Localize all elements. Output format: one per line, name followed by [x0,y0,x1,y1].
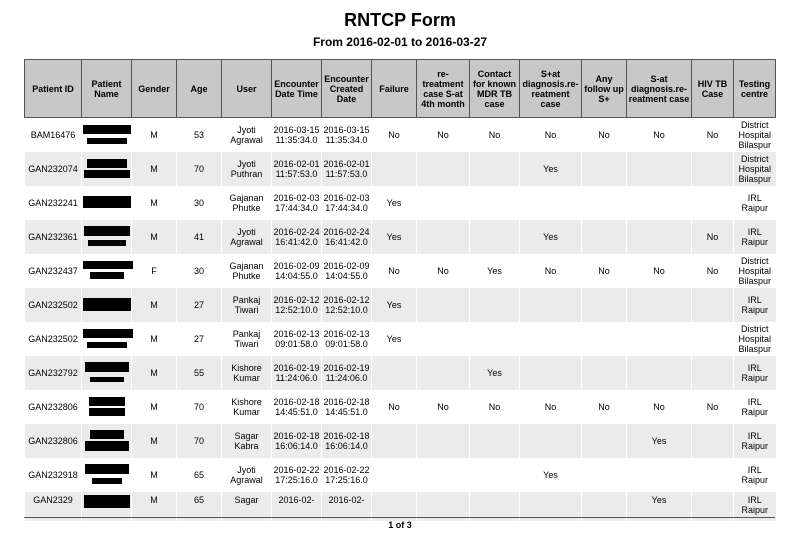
cell-gender: M [132,288,177,322]
cell-contact-mdr-tb [470,322,520,356]
cell-encounter-date-time: 2016-02- [272,492,322,521]
cell-encounter-date-time: 2016-02-18 14:45:51.0 [272,390,322,424]
cell-gender: M [132,390,177,424]
redaction-block [90,430,124,439]
redaction-block [90,377,124,382]
cell-failure [372,458,417,492]
column-header-encounter-date-time: Encounter Date Time [272,60,322,118]
cell-gender: M [132,492,177,521]
table-row [25,186,776,220]
cell-hiv-tb-case: No [692,390,734,424]
cell-retreatment-4th-month [417,356,470,390]
column-header-contact-mdr-tb: Contact for known MDR TB case [470,60,520,118]
column-header-age: Age [177,60,222,118]
cell-contact-mdr-tb: Yes [470,356,520,390]
cell-patient-name-redacted [82,152,132,186]
column-header-gender: Gender [132,60,177,118]
cell-patient-id: GAN232918 [25,458,82,492]
cell-encounter-created-date: 2016-02-19 11:24:06.0 [322,356,372,390]
cell-failure: Yes [372,288,417,322]
cell-encounter-created-date: 2016-02-24 16:41:42.0 [322,220,372,254]
cell-contact-mdr-tb [470,220,520,254]
cell-encounter-date-time: 2016-02-03 17:44:34.0 [272,186,322,220]
cell-s-minus-at-diagnosis: No [627,390,692,424]
table-row [25,118,776,153]
cell-patient-name-redacted [82,424,132,458]
cell-any-follow-up [582,424,627,458]
cell-user: Pankaj Tiwari [222,288,272,322]
cell-s-minus-at-diagnosis [627,322,692,356]
cell-s-plus-at-diagnosis: Yes [520,220,582,254]
cell-any-follow-up [582,322,627,356]
cell-retreatment-4th-month [417,186,470,220]
cell-s-minus-at-diagnosis [627,288,692,322]
cell-hiv-tb-case [692,322,734,356]
cell-encounter-created-date: 2016-02-01 11:57:53.0 [322,152,372,186]
column-header-testing-centre: Testing centre [734,60,776,118]
cell-age: 70 [177,152,222,186]
cell-user: Jyoti Agrawal [222,458,272,492]
cell-any-follow-up [582,152,627,186]
cell-failure: No [372,254,417,288]
cell-s-minus-at-diagnosis: Yes [627,424,692,458]
cell-encounter-created-date: 2016-02-18 14:45:51.0 [322,390,372,424]
redaction-block [90,272,124,279]
redaction-block [89,408,125,416]
rntcp-table [24,59,776,521]
cell-patient-id: BAM16476 [25,118,82,153]
cell-encounter-created-date: 2016-02-09 14:04:55.0 [322,254,372,288]
cell-s-plus-at-diagnosis [520,288,582,322]
cell-retreatment-4th-month [417,424,470,458]
cell-patient-name-redacted [82,220,132,254]
cell-age: 70 [177,390,222,424]
cell-hiv-tb-case [692,186,734,220]
cell-testing-centre: District Hospital Bilaspur [734,322,776,356]
cell-age: 53 [177,118,222,153]
cell-gender: F [132,254,177,288]
column-header-retreatment-4th-month: re-treatment case S-at 4th month [417,60,470,118]
cell-any-follow-up [582,220,627,254]
cell-age: 30 [177,254,222,288]
cell-retreatment-4th-month: No [417,390,470,424]
cell-testing-centre: IRL Raipur [734,356,776,390]
table-row [25,322,776,356]
table-row [25,356,776,390]
cell-age: 70 [177,424,222,458]
cell-contact-mdr-tb: No [470,390,520,424]
cell-retreatment-4th-month [417,152,470,186]
cell-failure [372,356,417,390]
cell-retreatment-4th-month [417,322,470,356]
cell-patient-id: GAN232074 [25,152,82,186]
cell-patient-id: GAN232806 [25,424,82,458]
cell-retreatment-4th-month: No [417,118,470,153]
cell-age: 65 [177,458,222,492]
cell-contact-mdr-tb: Yes [470,254,520,288]
cell-s-plus-at-diagnosis: No [520,118,582,153]
cell-encounter-date-time: 2016-02-22 17:25:16.0 [272,458,322,492]
cell-encounter-date-time: 2016-02-01 11:57:53.0 [272,152,322,186]
table-row [25,424,776,458]
cell-failure: No [372,118,417,153]
cell-patient-id: GAN232241 [25,186,82,220]
cell-testing-centre: IRL Raipur [734,390,776,424]
cell-user: Jyoti Agrawal [222,220,272,254]
cell-patient-id: GAN232792 [25,356,82,390]
cell-patient-id: GAN232502 [25,322,82,356]
cell-retreatment-4th-month [417,458,470,492]
cell-contact-mdr-tb: No [470,118,520,153]
cell-user: Gajanan Phutke [222,254,272,288]
cell-hiv-tb-case: No [692,220,734,254]
column-header-any-follow-up: Any follow up S+ [582,60,627,118]
cell-gender: M [132,356,177,390]
cell-failure: No [372,390,417,424]
cell-s-plus-at-diagnosis [520,322,582,356]
cell-hiv-tb-case [692,288,734,322]
cell-s-minus-at-diagnosis: Yes [627,492,692,521]
cell-encounter-created-date: 2016-02-22 17:25:16.0 [322,458,372,492]
table-row [25,220,776,254]
cell-contact-mdr-tb [470,152,520,186]
cell-failure: Yes [372,322,417,356]
redaction-block [84,226,130,236]
cell-contact-mdr-tb [470,458,520,492]
cell-encounter-date-time: 2016-02-24 16:41:42.0 [272,220,322,254]
page-indicator: 1 of 3 [388,520,412,530]
column-header-encounter-created-date: Encounter Created Date [322,60,372,118]
cell-hiv-tb-case [692,424,734,458]
redaction-block [84,495,130,508]
table-bottom-rule [24,517,775,518]
cell-gender: M [132,220,177,254]
cell-patient-id: GAN232806 [25,390,82,424]
cell-testing-centre: IRL Raipur [734,186,776,220]
cell-hiv-tb-case [692,458,734,492]
cell-encounter-created-date: 2016-02- [322,492,372,521]
cell-failure [372,424,417,458]
redaction-block [84,170,130,178]
table-body [25,118,776,522]
redaction-block [88,240,126,246]
cell-s-plus-at-diagnosis: No [520,390,582,424]
table-row [25,458,776,492]
cell-gender: M [132,152,177,186]
cell-patient-id: GAN232502 [25,288,82,322]
cell-age: 55 [177,356,222,390]
cell-s-minus-at-diagnosis [627,458,692,492]
cell-patient-id: GAN2329 [25,492,82,521]
column-header-patient-id: Patient ID [25,60,82,118]
cell-retreatment-4th-month [417,220,470,254]
cell-encounter-created-date: 2016-02-03 17:44:34.0 [322,186,372,220]
redaction-block [87,342,127,348]
cell-contact-mdr-tb [470,186,520,220]
cell-s-plus-at-diagnosis: No [520,254,582,288]
cell-any-follow-up: No [582,390,627,424]
cell-patient-id: GAN232437 [25,254,82,288]
cell-user: Gajanan Phutke [222,186,272,220]
cell-user: Kishore Kumar [222,356,272,390]
cell-testing-centre: District Hospital Bilaspur [734,118,776,153]
cell-retreatment-4th-month: No [417,254,470,288]
redaction-block [92,478,122,484]
cell-patient-name-redacted [82,322,132,356]
cell-hiv-tb-case [692,152,734,186]
cell-testing-centre: IRL Raipur [734,220,776,254]
cell-patient-name-redacted [82,390,132,424]
cell-patient-name-redacted [82,458,132,492]
column-header-failure: Failure [372,60,417,118]
cell-encounter-created-date: 2016-02-12 12:52:10.0 [322,288,372,322]
redaction-block [87,159,127,168]
cell-age: 41 [177,220,222,254]
column-header-s-plus-at-diagnosis: S+at diagnosis.re-reatment case [520,60,582,118]
cell-hiv-tb-case: No [692,254,734,288]
redaction-block [85,362,129,372]
cell-hiv-tb-case [692,356,734,390]
column-header-s-minus-at-diagnosis: S-at diagnosis.re-reatment case [627,60,692,118]
table-header-row [25,60,776,118]
cell-contact-mdr-tb [470,424,520,458]
cell-contact-mdr-tb [470,288,520,322]
cell-any-follow-up: No [582,118,627,153]
cell-user: Pankaj Tiwari [222,322,272,356]
cell-encounter-date-time: 2016-02-13 09:01:58.0 [272,322,322,356]
cell-encounter-date-time: 2016-02-09 14:04:55.0 [272,254,322,288]
cell-hiv-tb-case: No [692,118,734,153]
report-title: RNTCP Form [344,10,456,30]
cell-testing-centre: IRL Raipur [734,424,776,458]
cell-s-minus-at-diagnosis [627,186,692,220]
cell-user: Kishore Kumar [222,390,272,424]
cell-s-plus-at-diagnosis [520,356,582,390]
table-row [25,254,776,288]
cell-age: 27 [177,322,222,356]
cell-any-follow-up [582,186,627,220]
redaction-block [85,464,129,474]
table-row [25,390,776,424]
redaction-block [83,196,131,208]
redaction-block [87,138,127,144]
cell-patient-id: GAN232361 [25,220,82,254]
cell-s-minus-at-diagnosis: No [627,118,692,153]
redaction-block [83,298,131,311]
cell-s-minus-at-diagnosis [627,356,692,390]
redaction-block [85,441,129,451]
redaction-block [89,397,125,406]
cell-s-minus-at-diagnosis [627,152,692,186]
cell-failure: Yes [372,186,417,220]
cell-encounter-date-time: 2016-03-15 11:35:34.0 [272,118,322,153]
cell-retreatment-4th-month [417,288,470,322]
cell-s-plus-at-diagnosis [520,424,582,458]
cell-patient-name-redacted [82,186,132,220]
cell-patient-name-redacted [82,288,132,322]
cell-gender: M [132,424,177,458]
cell-s-minus-at-diagnosis [627,220,692,254]
cell-testing-centre: IRL Raipur [734,492,776,521]
cell-testing-centre: IRL Raipur [734,458,776,492]
cell-s-plus-at-diagnosis [520,186,582,220]
cell-testing-centre: District Hospital Bilaspur [734,254,776,288]
cell-user: Jyoti Puthran [222,152,272,186]
column-header-hiv-tb-case: HIV TB Case [692,60,734,118]
cell-encounter-date-time: 2016-02-18 16:06:14.0 [272,424,322,458]
redaction-block [83,125,131,134]
cell-testing-centre: District Hospital Bilaspur [734,152,776,186]
cell-encounter-created-date: 2016-03-15 11:35:34.0 [322,118,372,153]
cell-testing-centre: IRL Raipur [734,288,776,322]
report-date-range: From 2016-02-01 to 2016-03-27 [312,35,488,49]
cell-patient-name-redacted [82,254,132,288]
table-row [25,152,776,186]
cell-encounter-date-time: 2016-02-19 11:24:06.0 [272,356,322,390]
cell-s-plus-at-diagnosis: Yes [520,152,582,186]
cell-any-follow-up [582,458,627,492]
table-row [25,288,776,322]
cell-failure [372,152,417,186]
cell-user: Sagar [222,492,272,521]
cell-encounter-date-time: 2016-02-12 12:52:10.0 [272,288,322,322]
cell-patient-name-redacted [82,118,132,153]
column-header-patient-name: Patient Name [82,60,132,118]
cell-patient-name-redacted [82,356,132,390]
cell-failure: Yes [372,220,417,254]
cell-user: Jyoti Agrawal [222,118,272,153]
cell-age: 65 [177,492,222,521]
cell-gender: M [132,118,177,153]
cell-any-follow-up: No [582,254,627,288]
cell-encounter-created-date: 2016-02-18 16:06:14.0 [322,424,372,458]
cell-s-plus-at-diagnosis: Yes [520,458,582,492]
cell-age: 27 [177,288,222,322]
redaction-block [83,329,133,338]
column-header-user: User [222,60,272,118]
cell-user: Sagar Kabra [222,424,272,458]
cell-s-minus-at-diagnosis: No [627,254,692,288]
redaction-block [83,261,133,269]
cell-gender: M [132,322,177,356]
cell-any-follow-up [582,288,627,322]
cell-encounter-created-date: 2016-02-13 09:01:58.0 [322,322,372,356]
cell-gender: M [132,186,177,220]
cell-age: 30 [177,186,222,220]
cell-gender: M [132,458,177,492]
cell-any-follow-up [582,356,627,390]
